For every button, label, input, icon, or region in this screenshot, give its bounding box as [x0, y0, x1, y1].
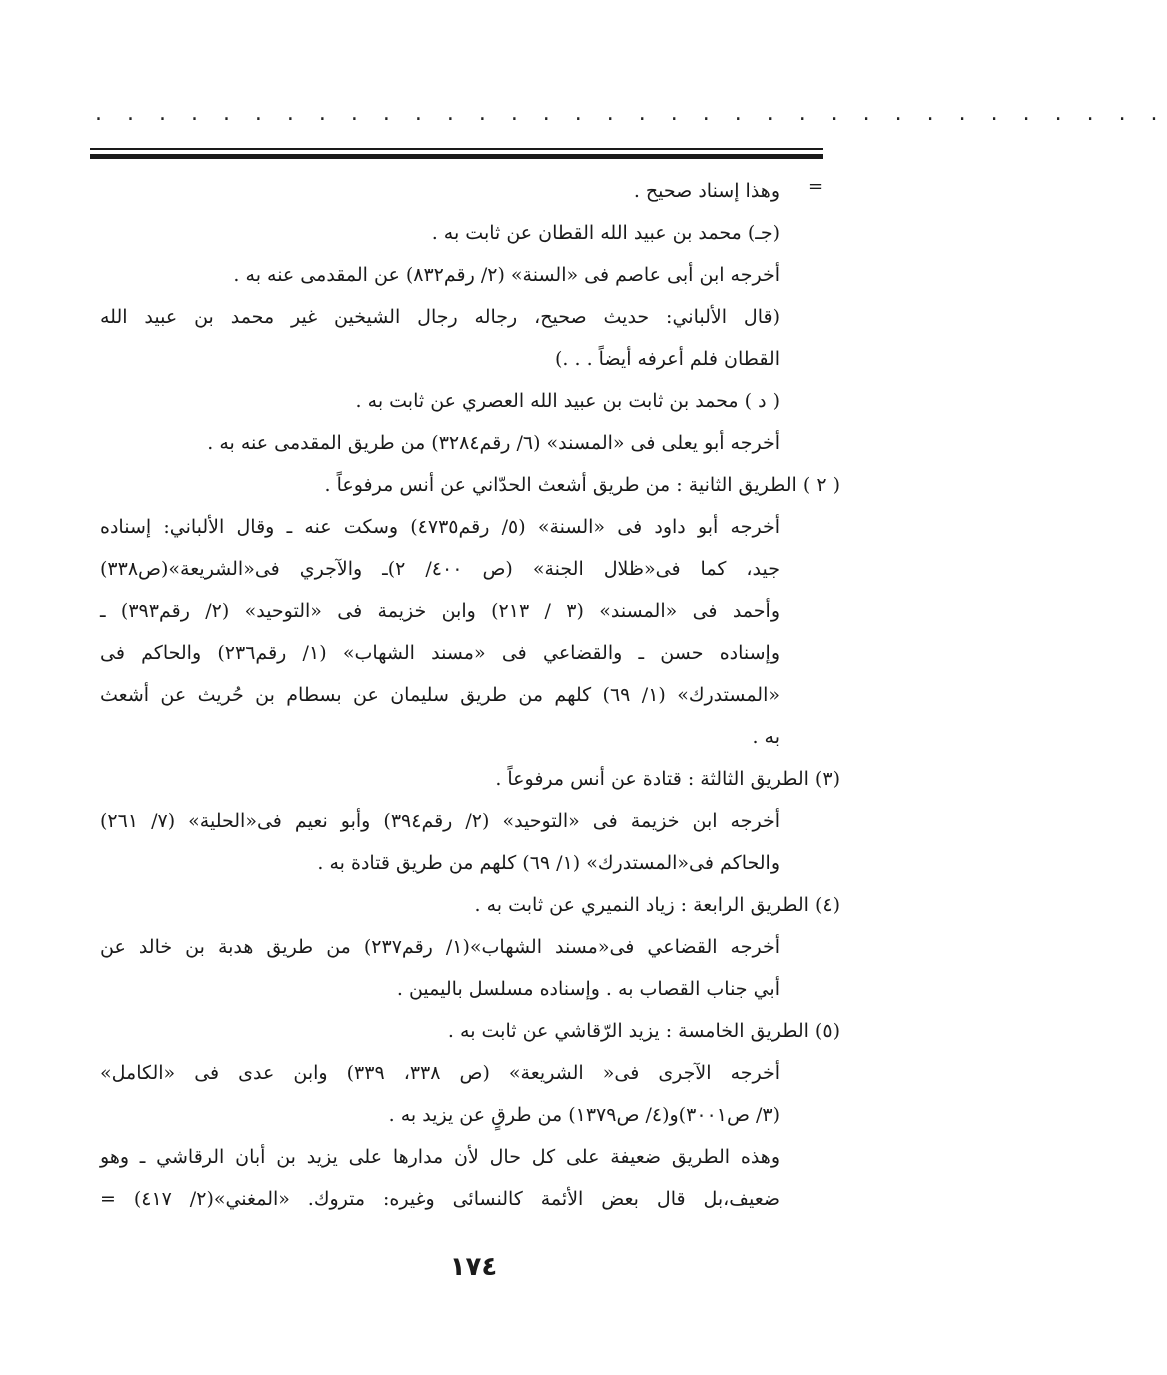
text-line: القطان فلم أعرفه أيضاً . . .) [555, 348, 780, 370]
text-line: «المستدرك» (١/ ٦٩) كلهم من طريق سليمان عن بسطام بن حُريث عن أشعث [100, 684, 780, 706]
text-line: وهذه الطريق ضعيفة على كل حال لأن مدارها على يزيد بن أبان الرقاشي ـ وهو [100, 1146, 780, 1168]
text-line: ( د ) محمد بن ثابت بن عبيد الله العصري عن ثابت به . [355, 390, 780, 412]
header-rule-thin [90, 148, 823, 150]
text-line: أخرجه ابن خزيمة فى «التوحيد» (٢/ رقم٣٩٤) وأبو نعيم فى«الحلية» (٧/ ٢٦١) [100, 810, 780, 832]
section-heading: ( ٢ ) الطريق الثانية : من طريق أشعث الحدّاني عن أنس مرفوعاً . [324, 474, 840, 496]
continuation-mark: = [808, 176, 824, 197]
text-line: أبي جناب القصاب به . وإسناده مسلسل باليمين . [396, 978, 780, 1000]
text-line: (٣/ ص٣٠٠١)و(٤/ ص١٣٧٩) من طرقٍ عن يزيد به . [388, 1104, 780, 1126]
text-line: (قال الألباني: حديث صحيح، رجاله رجال الشيخين غير محمد بن عبيد الله [100, 306, 780, 328]
header-rule-thick [90, 154, 823, 159]
text-line: به . [752, 726, 780, 748]
section-heading: (٣) الطريق الثالثة : قتادة عن أنس مرفوعاً . [495, 768, 840, 790]
text-line: والحاكم فى«المستدرك» (١/ ٦٩) كلهم من طريق قتادة به . [317, 852, 780, 874]
text-line: جيد، كما فى«ظلال الجنة» (ص ٤٠٠/ ٢)ـ والآجري فى«الشريعة»(ص٣٣٨) [100, 558, 780, 580]
footnote-text-block [100, 170, 840, 1220]
text-line: وهذا إسناد صحيح . [633, 180, 780, 202]
text-line: أخرجه ابن أبى عاصم فى «السنة» (٢/ رقم٨٣٢) عن المقدمى عنه به . [233, 264, 780, 286]
text-line: أخرجه القضاعي فى«مسند الشهاب»(١/ رقم٢٣٧) من طريق هدبة بن خالد عن [100, 936, 780, 958]
text-line: وأحمد فى «المسند» (٣ / ٢١٣) وابن خزيمة فى «التوحيد» (٢/ رقم٣٩٣) ـ [100, 600, 780, 622]
section-heading: (٤) الطريق الرابعة : زياد النميري عن ثابت به . [474, 894, 840, 916]
header-dotted-line: . . . . . . . . . . . . . . . . . . . . . . . . . . . . . . . . . . [95, 101, 1167, 126]
text-line: أخرجه الآجرى فى« الشريعة» (ص ٣٣٨، ٣٣٩) وابن عدى فى «الكامل» [100, 1062, 781, 1084]
text-line: (جـ) محمد بن عبيد الله القطان عن ثابت به . [431, 222, 780, 244]
text-line: ضعيف،بل قال بعض الأئمة كالنسائى وغيره: متروك. «المغني»(٢/ ٤١٧) = [100, 1188, 780, 1210]
text-line: أخرجه أبو داود فى «السنة» (٥/ رقم٤٧٣٥) وسكت عنه ـ وقال الألباني: إسناده [100, 516, 780, 538]
section-heading: (٥) الطريق الخامسة : يزيد الرّقاشي عن ثابت به . [447, 1020, 840, 1042]
text-line: أخرجه أبو يعلى فى «المسند» (٦/ رقم٣٢٨٤) من طريق المقدمى عنه به . [207, 432, 780, 454]
page-number: ١٧٤ [449, 1252, 498, 1282]
text-line: وإسناده حسن ـ والقضاعي فى «مسند الشهاب» (١/ رقم٢٣٦) والحاكم فى [100, 642, 781, 664]
